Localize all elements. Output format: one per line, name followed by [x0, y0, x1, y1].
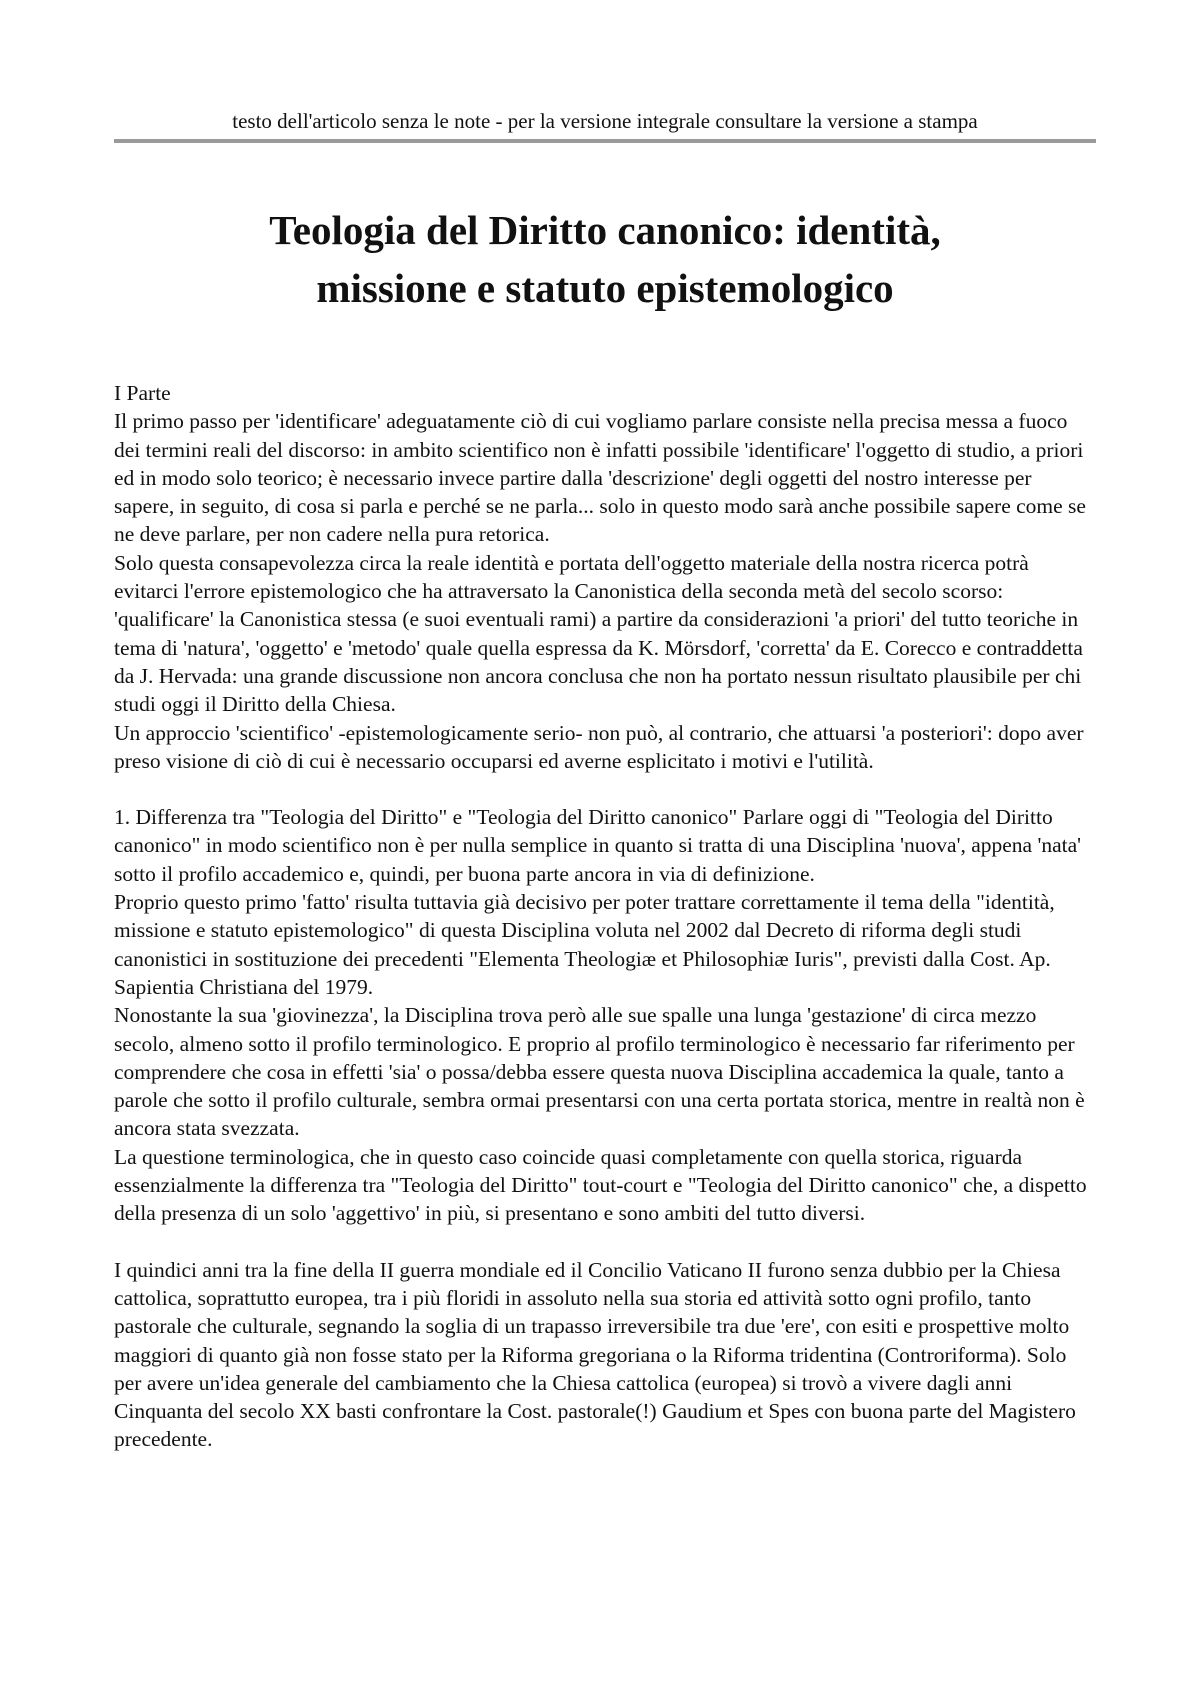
- paragraph-gap: [114, 775, 1096, 803]
- paragraph: Nonostante la sua 'giovinezza', la Disciplina trova però alle sue spalle una lunga 'gestazione' di circa mezzo secolo, almeno sotto il profilo terminologico. E proprio al profilo terminologico è necessario far riferimento per comprendere che cosa in effetti 'sia' o possa/debba essere questa nuova Disciplina accademica la quale, tanto a parole che sotto il profilo culturale, sembra ormai presentarsi con una certa portata storica, mentre in realtà non è ancora stata svezzata.: [114, 1003, 1085, 1141]
- title-line-1: Teologia del Diritto canonico: identità,: [269, 207, 941, 253]
- paragraph: Proprio questo primo 'fatto' risulta tuttavia già decisivo per poter trattare correttamente il tema della "identità, missione e statuto epistemologico" di questa Disciplina voluta nel 2002 dal Decreto di riforma degli studi canonistici in sostituzione dei precedenti "Elementa Theologiæ et Philosophiæ Iuris", previsti dalla Cost. Ap. Sapientia Christiana del 1979.: [114, 890, 1055, 999]
- paragraph: I quindici anni tra la fine della II guerra mondiale ed il Concilio Vaticano II furono senza dubbio per la Chiesa cattolica, soprattutto europea, tra i più floridi in assoluto nella sua storia ed attività sotto ogni profilo, tanto pastorale che culturale, segnando la soglia di un trapasso irreversibile tra due 'ere', con esiti e prospettive molto maggiori di quanto già non fosse stato per la Riforma gregoriana o la Riforma tridentina (Controriforma). Solo per avere un'idea generale del cambiamento che la Chiesa cattolica (europea) si trovò a vivere dagli anni Cinquanta del secolo XX basti confrontare la Cost. pastorale(!) Gaudium et Spes con buona parte del Magistero precedente.: [114, 1257, 1076, 1452]
- section-heading: I Parte: [114, 381, 171, 405]
- paragraph: Un approccio 'scientifico' -epistemologicamente serio- non può, al contrario, che attuarsi 'a posteriori': dopo aver preso visione di ciò di cui è necessario occuparsi ed averne esplicitato i motivi e l'utilità.: [114, 720, 1084, 773]
- paragraph: 1. Differenza tra "Teologia del Diritto" e "Teologia del Diritto canonico" Parlare oggi di "Teologia del Diritto canonico" in modo scientifico non è per nulla semplice in quanto si tratta di una Disciplina 'nuova', appena 'nata' sotto il profilo accademico e, quindi, per buona parte ancora in via di definizione.: [114, 805, 1082, 886]
- paragraph: Solo questa consapevolezza circa la reale identità e portata dell'oggetto materiale della nostra ricerca potrà evitarci l'errore epistemologico che ha attraversato la Canonistica della seconda metà del secolo scorso: 'qualificare' la Canonistica stessa (e suoi eventuali rami) a partire da considerazioni 'a priori' del tutto teoriche in tema di 'natura', 'oggetto' e 'metodo' quale quella espressa da K. Mörsdorf, 'corretta' da E. Corecco e contraddetta da J. Hervada: una grande discussione non ancora conclusa che non ha portato nessun risultato plausibile per chi studi oggi il Diritto della Chiesa.: [114, 550, 1083, 717]
- header-rule: [114, 139, 1096, 143]
- document-page: [114, 108, 1096, 1454]
- paragraph: Il primo passo per 'identificare' adeguatamente ciò di cui vogliamo parlare consiste nella precisa messa a fuoco dei termini reali del discorso: in ambito scientifico non è infatti possibile 'identificare' l'oggetto di studio, a priori ed in modo solo teorico; è necessario invece partire dalla 'descrizione' degli oggetti del nostro interesse per sapere, in seguito, di cosa si parla e perché se ne parla... solo in questo modo sarà anche possibile sapere come se ne deve parlare, per non cadere nella pura retorica.: [114, 409, 1086, 547]
- title-line-2: missione e statuto epistemologico: [316, 265, 894, 311]
- header-note: testo dell'articolo senza le note - per la versione integrale consultare la versione a stampa: [232, 109, 978, 133]
- paragraph: La questione terminologica, che in questo caso coincide quasi completamente con quella storica, riguarda essenzialmente la differenza tra "Teologia del Diritto" tout-court e "Teologia del Diritto canonico" che, a dispetto della presenza di un solo 'aggettivo' in più, si presentano e sono ambiti del tutto diversi.: [114, 1144, 1087, 1226]
- article-title: [114, 201, 1096, 317]
- paragraph-gap: [114, 1228, 1096, 1256]
- article-body: [114, 379, 1096, 1454]
